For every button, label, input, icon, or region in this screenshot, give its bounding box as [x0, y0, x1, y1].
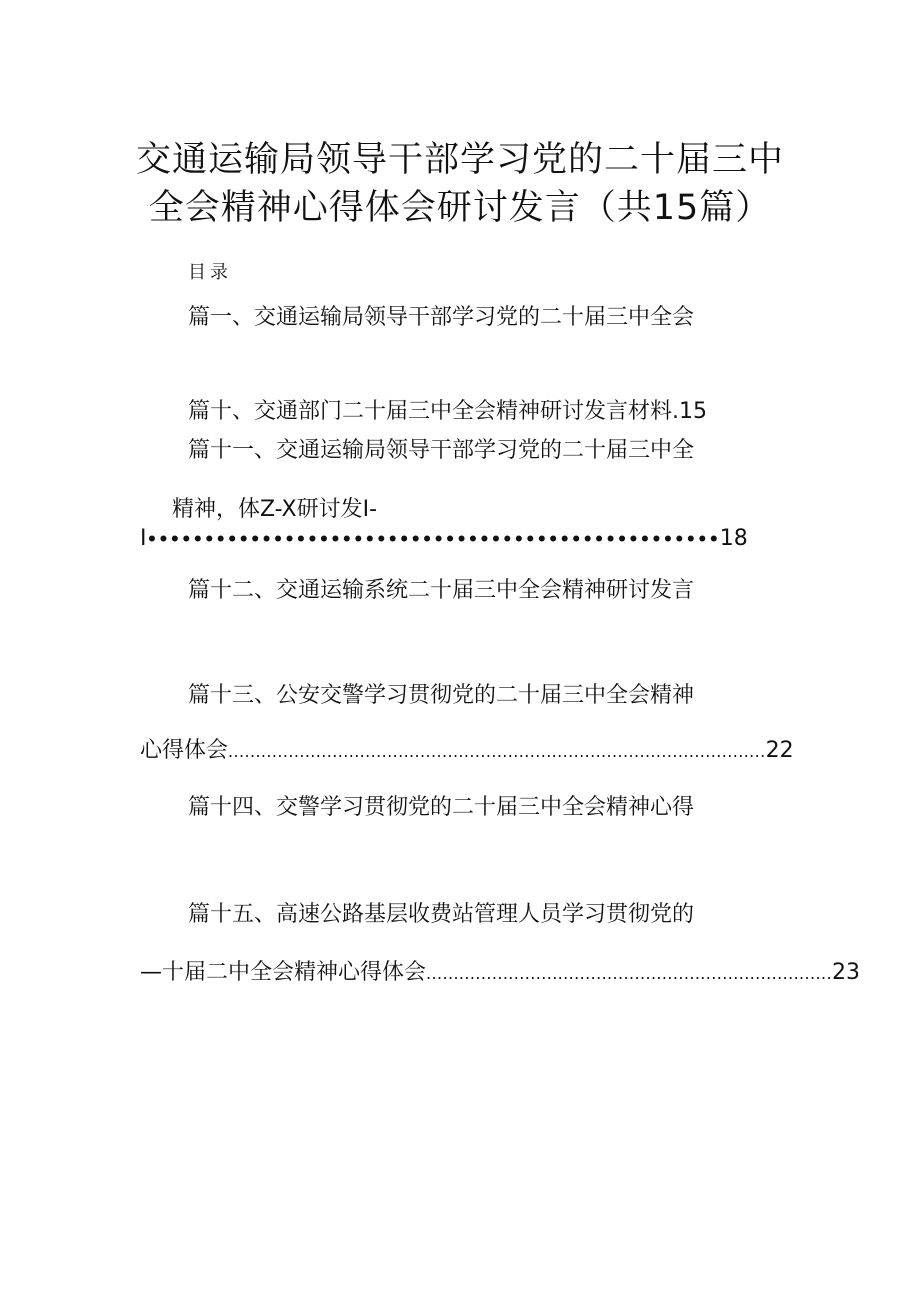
- toc-entry-12[interactable]: 篇十二、交通运输系统二十届三中全会精神研讨发言: [188, 578, 695, 603]
- toc-entry-13-leader-dots: ..................................................................................................: [228, 742, 766, 761]
- toc-entry-11-prefix: I: [140, 526, 147, 551]
- toc-entry-13-page-number: 22: [765, 738, 794, 763]
- toc-entry-11-page-number: 18: [719, 526, 748, 551]
- document-title-line-1: 交通运输局领导干部学习党的二十届三中: [135, 140, 784, 180]
- toc-entry-15-label: —十届二中全会精神心得体会: [140, 960, 427, 985]
- document-title-line-2: 全会精神心得体会研讨发言（共15篇）: [148, 188, 772, 228]
- toc-entry-15-line-2[interactable]: [140, 962, 860, 984]
- toc-entry-11-line-3[interactable]: [140, 528, 748, 550]
- toc-entry-15-line-1[interactable]: 篇十五、高速公路基层收费站管理人员学习贯彻党的: [188, 902, 695, 927]
- toc-entry-15-leader-dots: ..........................................................................: [426, 964, 832, 983]
- toc-entry-11-leader-dots: ••••••••••••••••••••••••••••••••••••••••••••••••••: [146, 530, 720, 550]
- toc-entry-11-line-1[interactable]: 篇十一、交通运输局领导干部学习党的二十届三中全: [188, 438, 695, 463]
- toc-entry-11-line-2[interactable]: 精神，体Z-X研讨发I-: [172, 497, 378, 522]
- toc-entry-15-page-number: 23: [831, 960, 860, 985]
- toc-entry-13-line-2[interactable]: [140, 740, 794, 762]
- toc-entry-13-line-1[interactable]: 篇十三、公安交警学习贯彻党的二十届三中全会精神: [188, 683, 695, 708]
- toc-entry-10[interactable]: 篇十、交通部门二十届三中全会精神研讨发言材料.15: [188, 399, 707, 424]
- toc-entry-1[interactable]: 篇一、交通运输局领导干部学习党的二十届三中全会: [188, 305, 695, 330]
- toc-entry-13-label: 心得体会: [140, 738, 229, 763]
- toc-heading: 目录: [188, 262, 232, 283]
- toc-entry-14[interactable]: 篇十四、交警学习贯彻党的二十届三中全会精神心得: [188, 795, 695, 820]
